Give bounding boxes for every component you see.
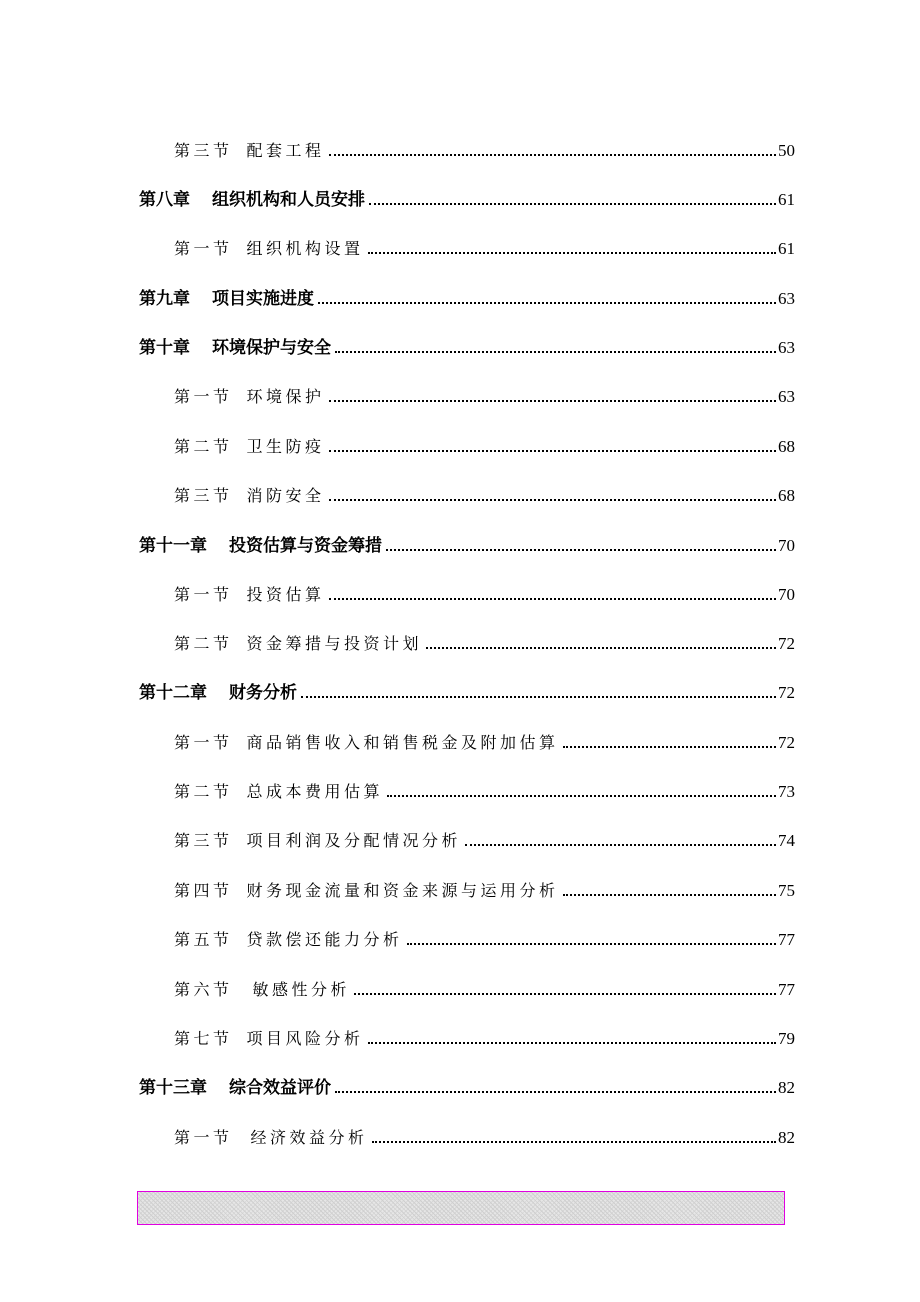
toc-page-number: 61 bbox=[778, 190, 795, 209]
dot-leader bbox=[372, 1141, 776, 1143]
dot-leader bbox=[329, 450, 776, 452]
toc-entry-label: 第十二章 财务分析 bbox=[139, 683, 297, 703]
toc-entry-label: 第一节 组织机构设置 bbox=[174, 239, 364, 258]
toc-entry[interactable] bbox=[174, 826, 795, 852]
toc-page-number: 63 bbox=[778, 387, 795, 406]
toc-entry-label: 第五节 贷款偿还能力分析 bbox=[174, 930, 403, 949]
toc-page-number: 74 bbox=[778, 831, 795, 850]
dot-leader bbox=[301, 696, 776, 698]
toc-entry[interactable] bbox=[174, 1024, 795, 1050]
toc-entry[interactable] bbox=[174, 580, 795, 606]
dot-leader bbox=[407, 943, 776, 945]
toc-page-number: 70 bbox=[778, 585, 795, 604]
toc-entry-label: 第二节 卫生防疫 bbox=[174, 437, 325, 456]
toc-entry-label: 第十章 环境保护与安全 bbox=[139, 338, 331, 358]
toc-entry[interactable] bbox=[174, 925, 795, 951]
toc-entry[interactable] bbox=[174, 728, 795, 754]
toc-page-number: 82 bbox=[778, 1128, 795, 1147]
toc-entry[interactable] bbox=[139, 678, 795, 704]
toc-entry-label: 第一节 经济效益分析 bbox=[174, 1128, 368, 1147]
toc-entry-label: 第十一章 投资估算与资金筹措 bbox=[139, 536, 382, 556]
toc-entry-label: 第一节 环境保护 bbox=[174, 387, 325, 406]
toc-entry[interactable] bbox=[174, 136, 795, 162]
toc-entry[interactable] bbox=[139, 333, 795, 359]
toc-page-number: 68 bbox=[778, 486, 795, 505]
toc-page-number: 77 bbox=[778, 930, 795, 949]
toc-entry[interactable] bbox=[139, 185, 795, 211]
toc-page-number: 75 bbox=[778, 881, 795, 900]
dot-leader bbox=[563, 746, 776, 748]
toc-entry[interactable] bbox=[174, 876, 795, 902]
toc-entry-label: 第二节 总成本费用估算 bbox=[174, 782, 384, 801]
toc-entry-label: 第八章 组织机构和人员安排 bbox=[139, 190, 365, 210]
toc-page-number: 73 bbox=[778, 782, 795, 801]
toc-page-number: 82 bbox=[778, 1078, 795, 1097]
toc-page-number: 61 bbox=[778, 239, 795, 258]
toc-entry-label: 第一节 商品销售收入和销售税金及附加估算 bbox=[174, 733, 559, 752]
toc-entry[interactable] bbox=[139, 284, 795, 310]
toc-entry-label: 第七节 项目风险分析 bbox=[174, 1029, 364, 1048]
dot-leader bbox=[329, 400, 776, 402]
toc-page-number: 68 bbox=[778, 437, 795, 456]
dot-leader bbox=[426, 647, 776, 649]
dot-leader bbox=[329, 154, 776, 156]
dot-leader bbox=[368, 252, 776, 254]
toc-page-number: 63 bbox=[778, 289, 795, 308]
dot-leader bbox=[368, 1042, 776, 1044]
toc-page-number: 72 bbox=[778, 733, 795, 752]
toc-entry[interactable] bbox=[174, 777, 795, 803]
toc-entry-label: 第一节 投资估算 bbox=[174, 585, 325, 604]
toc-entry-label: 第九章 项目实施进度 bbox=[139, 289, 314, 309]
dot-leader bbox=[563, 894, 776, 896]
toc-page-number: 79 bbox=[778, 1029, 795, 1048]
dot-leader bbox=[335, 351, 776, 353]
dot-leader bbox=[465, 844, 776, 846]
toc-entry[interactable] bbox=[139, 1073, 795, 1099]
toc-entry[interactable] bbox=[174, 481, 795, 507]
toc-entry[interactable] bbox=[174, 1123, 795, 1149]
toc-page-number: 72 bbox=[778, 634, 795, 653]
toc-entry[interactable] bbox=[174, 975, 795, 1001]
toc-entry[interactable] bbox=[174, 234, 795, 260]
toc-entry-label: 第三节 项目利润及分配情况分析 bbox=[174, 831, 462, 850]
page-footer-box bbox=[137, 1191, 785, 1225]
toc-page-number: 70 bbox=[778, 536, 795, 555]
dot-leader bbox=[329, 598, 776, 600]
toc-entry-label: 第十三章 综合效益评价 bbox=[139, 1078, 331, 1098]
toc-page-number: 72 bbox=[778, 683, 795, 702]
toc-entry[interactable] bbox=[174, 629, 795, 655]
toc-entry-label: 第六节 敏感性分析 bbox=[174, 980, 351, 999]
toc-page-number: 77 bbox=[778, 980, 795, 999]
toc-entry-label: 第四节 财务现金流量和资金来源与运用分析 bbox=[174, 881, 559, 900]
toc-entry-label: 第二节 资金筹措与投资计划 bbox=[174, 634, 423, 653]
dot-leader bbox=[329, 499, 776, 501]
toc-page-number: 63 bbox=[778, 338, 795, 357]
toc-entry[interactable] bbox=[139, 531, 795, 557]
dot-leader bbox=[387, 795, 776, 797]
toc-entry[interactable] bbox=[174, 432, 795, 458]
dot-leader bbox=[354, 993, 776, 995]
dot-leader bbox=[369, 203, 776, 205]
toc-entry-label: 第三节 配套工程 bbox=[174, 141, 325, 160]
toc-page-number: 50 bbox=[778, 141, 795, 160]
dot-leader bbox=[386, 549, 776, 551]
toc-entry[interactable] bbox=[174, 382, 795, 408]
dot-leader bbox=[318, 302, 776, 304]
toc-entry-label: 第三节 消防安全 bbox=[174, 486, 325, 505]
dot-leader bbox=[335, 1091, 776, 1093]
